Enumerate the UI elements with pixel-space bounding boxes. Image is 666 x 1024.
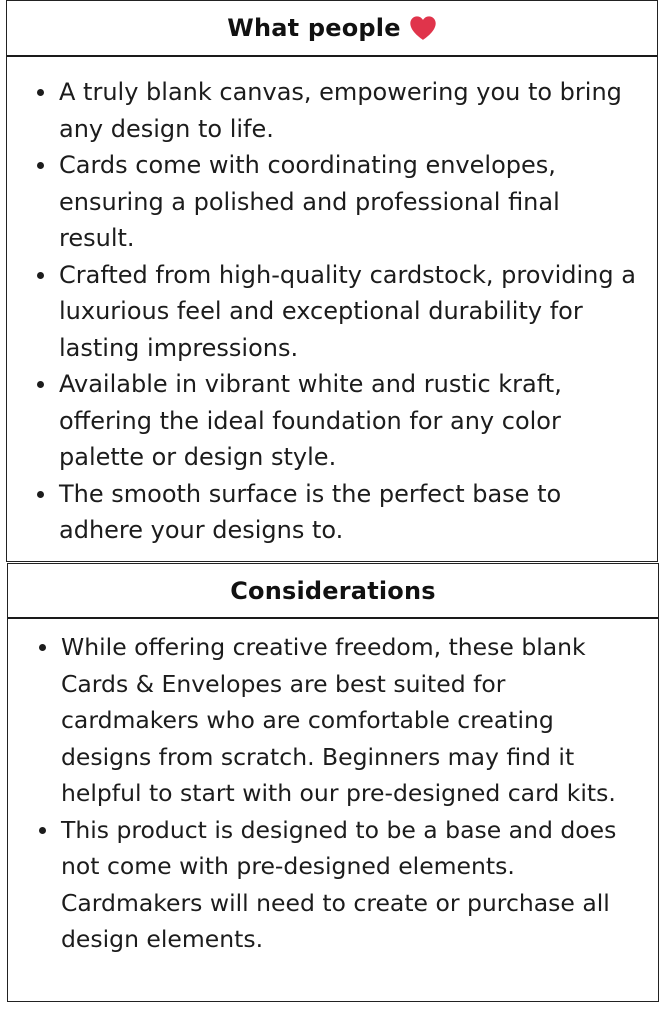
list-item	[37, 476, 637, 549]
panel-title: Considerations	[230, 576, 436, 605]
list-item-text: This product is designed to be a base and does not come with pre-designed elements. Cardmakers will need to create or purchase all design elements.	[61, 815, 617, 953]
list-item-text: Crafted from high-quality cardstock, providing a luxurious feel and exceptional durability for lasting impressions.	[59, 260, 636, 362]
list-item-text: Available in vibrant white and rustic kraft, offering the ideal foundation for any color palette or design style.	[59, 370, 562, 471]
bullet-list	[7, 57, 657, 549]
heart-icon	[409, 15, 437, 41]
panel-header	[8, 564, 658, 619]
list-item	[39, 629, 648, 812]
list-item-text: While offering creative freedom, these blank Cards & Envelopes are best suited for cardmakers who are comfortable creating designs from scratch. Beginners may find it helpful to start with our pre-designed card kits.	[61, 633, 616, 807]
list-item-text: Cards come with coordinating envelopes, ensuring a polished and professional final result.	[59, 151, 560, 252]
bullet-list	[8, 619, 658, 958]
list-item	[37, 74, 637, 147]
list-item	[39, 812, 648, 958]
bullet-dot	[37, 381, 44, 388]
list-item	[37, 257, 637, 367]
list-item	[37, 366, 637, 476]
bullet-dot	[37, 272, 44, 279]
list-item-text: A truly blank canvas, empowering you to bring any design to life.	[59, 78, 622, 143]
bullet-dot	[39, 827, 46, 834]
list-item-text: The smooth surface is the perfect base to adhere your designs to.	[59, 479, 562, 544]
bullet-dot	[37, 162, 44, 169]
bullet-dot	[39, 644, 46, 651]
panel-header	[7, 1, 657, 57]
list-item	[37, 147, 637, 257]
considerations-panel	[7, 563, 659, 1002]
panel-title: What people	[227, 14, 401, 42]
what-people-love-panel	[6, 0, 658, 562]
bullet-dot	[37, 491, 44, 498]
bullet-dot	[37, 89, 44, 96]
